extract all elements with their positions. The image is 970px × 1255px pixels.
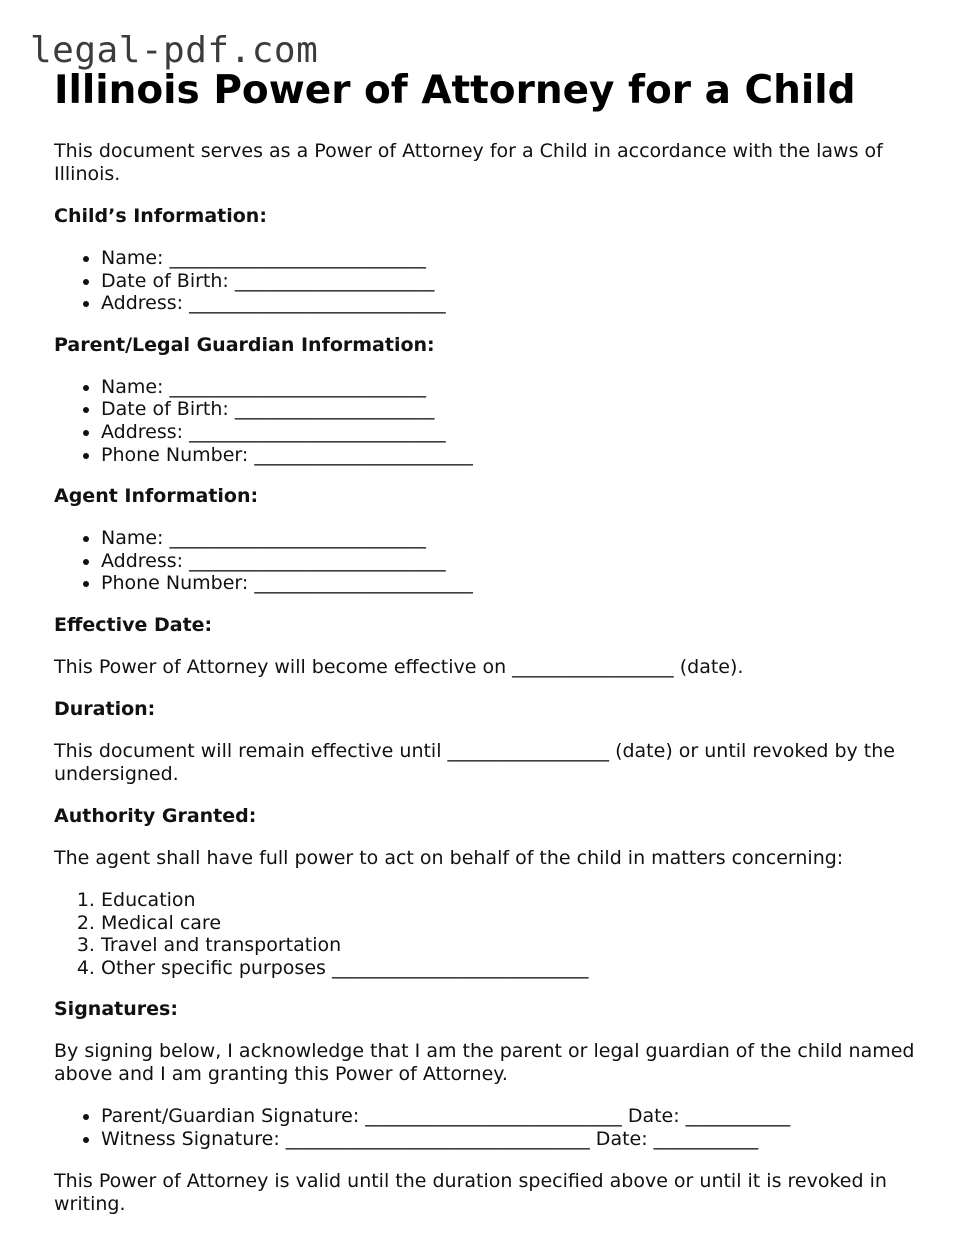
authority-list xyxy=(54,889,924,979)
intro-paragraph: This document serves as a Power of Attorney for a Child in accordance with the laws of Illinois. xyxy=(54,140,883,185)
parent-signature-line: • Parent/Guardian Signature: ___________________________ Date: ___________ xyxy=(101,1105,924,1128)
effective-date-text: This Power of Attorney will become effective on _________________ (date). xyxy=(54,655,744,678)
signatures-text: By signing below, I acknowledge that I am the parent or legal guardian of the child named above and I am granting this Power of Attorney. xyxy=(54,1040,915,1086)
agent-info-heading: Agent Information: xyxy=(54,485,259,508)
agent-phone-field: • Phone Number: _______________________ xyxy=(101,572,924,595)
document-title: Illinois Power of Attorney for a Child xyxy=(54,68,856,113)
authority-item: 4. Other specific purposes ___________________________ xyxy=(101,957,924,980)
signatures-list xyxy=(54,1105,924,1150)
authority-item: 2. Medical care xyxy=(101,912,924,935)
document-page xyxy=(54,68,924,1216)
agent-address-field: • Address: ___________________________ xyxy=(101,550,924,573)
witness-signature-line: • Witness Signature: ________________________________ Date: ___________ xyxy=(101,1128,924,1151)
parent-phone-field: • Phone Number: _______________________ xyxy=(101,444,924,467)
parent-info-heading: Parent/Legal Guardian Information: xyxy=(54,333,435,356)
watermark: legal-pdf.com xyxy=(30,30,319,71)
authority-item: 3. Travel and transportation xyxy=(101,934,924,957)
child-dob-field: • Date of Birth: _____________________ xyxy=(101,270,924,293)
child-address-field: • Address: ___________________________ xyxy=(101,292,924,315)
child-name-field: • Name: ___________________________ xyxy=(101,247,924,270)
authority-item: 1. Education xyxy=(101,889,924,912)
child-info-heading: Child’s Information: xyxy=(54,205,267,227)
parent-address-field: • Address: ___________________________ xyxy=(101,421,924,444)
parent-info-list xyxy=(54,376,924,466)
agent-info-list xyxy=(54,527,924,595)
effective-date-heading: Effective Date: xyxy=(54,613,213,636)
closing-paragraph: This Power of Attorney is valid until the duration specified above or until it is revoked in writing. xyxy=(54,1169,887,1215)
authority-text: The agent shall have full power to act on behalf of the child in matters concerning: xyxy=(54,846,844,869)
parent-name-field: • Name: ___________________________ xyxy=(101,376,924,399)
parent-dob-field: • Date of Birth: _____________________ xyxy=(101,398,924,421)
authority-heading: Authority Granted: xyxy=(54,804,257,827)
agent-name-field: • Name: ___________________________ xyxy=(101,527,924,550)
signatures-heading: Signatures: xyxy=(54,998,178,1021)
child-info-list xyxy=(54,247,924,315)
duration-text: This document will remain effective until _________________ (date) or until revoked by the undersigned. xyxy=(54,739,895,785)
duration-heading: Duration: xyxy=(54,697,156,720)
